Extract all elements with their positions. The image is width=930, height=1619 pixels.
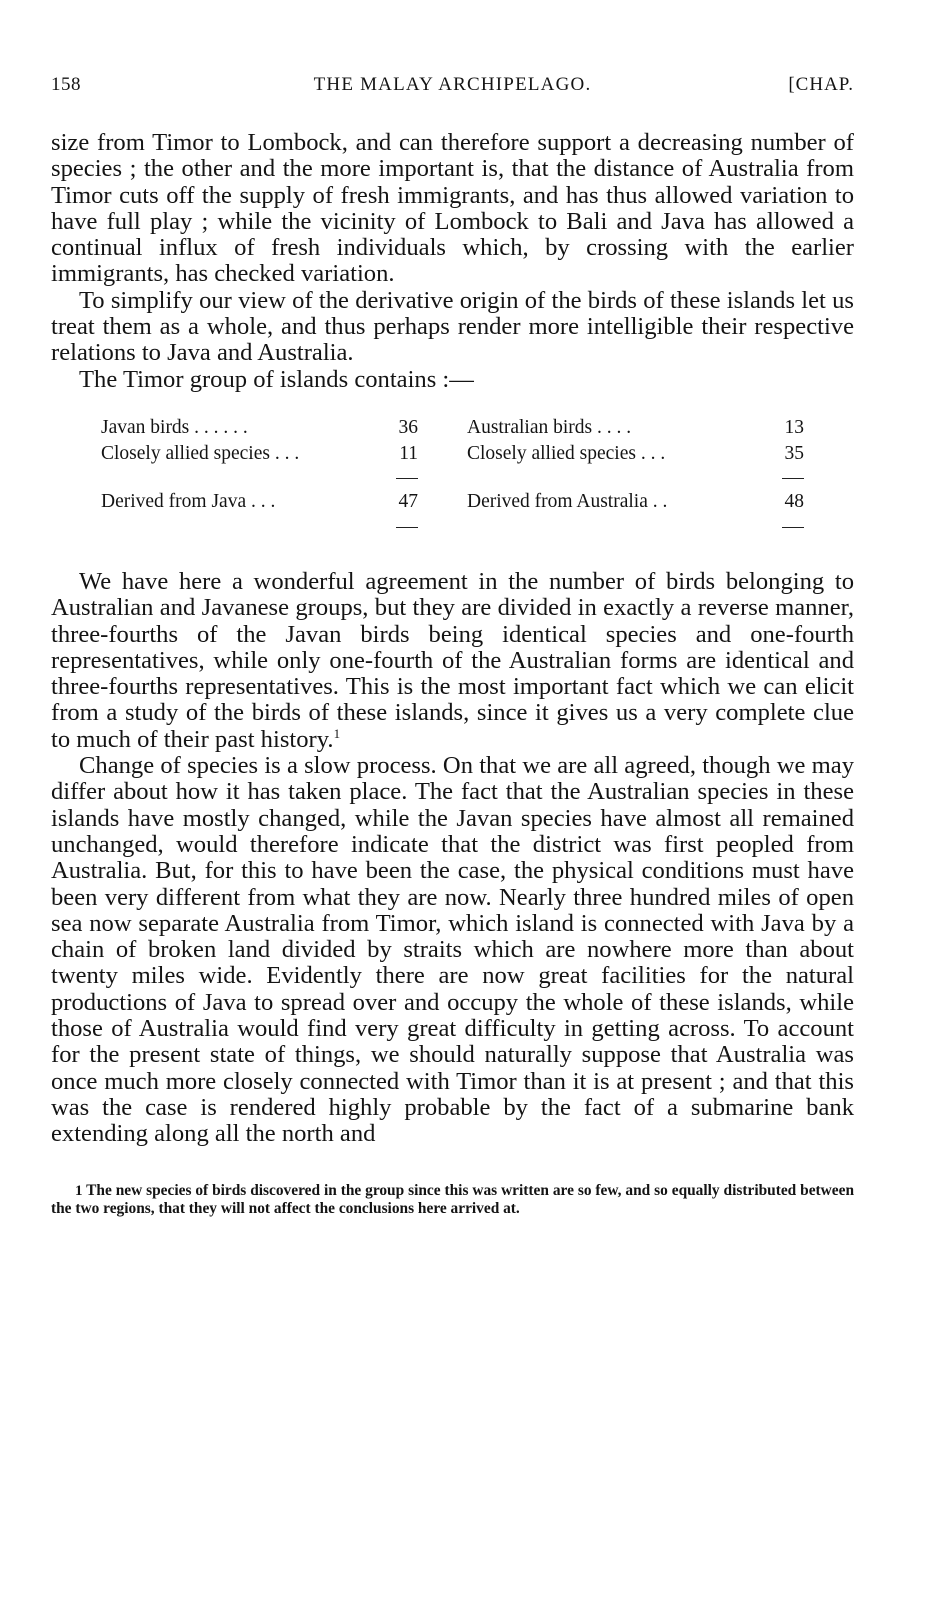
tally-row <box>101 441 418 467</box>
chapter-marker: [CHAP. <box>788 74 854 95</box>
body-text <box>51 130 854 1148</box>
tally-total-value: 48 <box>784 490 804 512</box>
total-rule <box>396 527 418 528</box>
tally-total-row <box>101 489 418 515</box>
page-number: 158 <box>51 74 81 95</box>
species-tally-table <box>51 415 854 543</box>
paragraph-continuation: size from Timor to Lombock, and can therefore support a decreasing number of species ; the other and the more important is, that the distance of Australia from Timor cuts off the supply of fresh immigrants, and has thus allowed variation to have full play ; while the vicinity of Lombock to Bali and Java has allowed a continual influx of fresh individuals which, by crossing with the earlier immigrants, has checked variation. <box>51 129 854 288</box>
sum-rule <box>396 478 418 479</box>
running-head <box>51 74 854 108</box>
tally-row <box>101 415 418 441</box>
book-page <box>51 74 854 1218</box>
paragraph <box>51 569 854 753</box>
tally-total-label: Derived from Java . . . <box>101 490 276 512</box>
tally-row <box>467 415 804 441</box>
tally-row <box>467 441 804 467</box>
tally-total-row <box>467 489 804 515</box>
tally-total-label: Derived from Australia . . <box>467 490 668 512</box>
tally-value: 35 <box>784 442 804 464</box>
footnote-mark: 1 <box>75 1182 83 1199</box>
running-title: THE MALAY ARCHIPELAGO. <box>313 74 592 95</box>
footnote-reference: 1 <box>333 725 341 741</box>
tally-label: Closely allied species . . . <box>101 442 300 464</box>
tally-label: Closely allied species . . . <box>467 442 666 464</box>
total-rule <box>782 527 804 528</box>
paragraph: Change of species is a slow process. On that we are all agreed, though we may differ about how it has taken place. The fact that the Australian species in these islands have mostly changed, while the Javan species have almost all remained unchanged, would therefore indicate that the district was first peopled from Australia. But, for this to have been the case, the physical conditions must have been very different from what they are now. Nearly three hundred miles of open sea now separate Australia from Timor, which island is connected with Java by a chain of broken land divided by straits which are nowhere more than about twenty miles wide. Evidently there are now great facilities for the natural productions of Java to spread over and occupy the whole of these islands, while those of Australia would find very great difficulty in getting across. To account for the present state of things, we should naturally suppose that Australia was once much more closely connected with Timor than it is at present ; and that this was the case is rendered highly probable by the fact of a submarine bank extending along all the north and <box>51 752 854 1148</box>
sum-rule <box>782 478 804 479</box>
footnote-paragraph <box>51 1182 854 1218</box>
tally-label: Javan birds . . . . . . <box>101 416 248 438</box>
tally-total-value: 47 <box>398 490 418 512</box>
footnote-text: The new species of birds discovered in the group since this was written are so few, and so equally distributed between the two regions, that they will not affect the conclusions here arrived at. <box>51 1181 854 1217</box>
tally-label: Australian birds . . . . <box>467 416 632 438</box>
paragraph: To simplify our view of the derivative origin of the birds of these islands let us treat them as a whole, and thus perhaps render more intelligible their respective relations to Java and Australia. <box>51 286 854 367</box>
tally-value: 13 <box>784 416 804 438</box>
paragraph-table-intro: The Timor group of islands contains :— <box>79 365 474 393</box>
footnote <box>51 1182 854 1218</box>
tally-value: 11 <box>399 442 418 464</box>
tally-value: 36 <box>398 416 418 438</box>
paragraph-text: We have here a wonderful agreement in the number of birds belonging to Australian and Javanese groups, but they are divided in exactly a reverse manner, three-fourths of the Javan birds being identical species and one-fourth representatives, while only one-fourth of the Australian forms are identical and three-fourths representatives. This is the most important fact which we can elicit from a study of the birds of these islands, since it gives us a very complete clue to much of their past history. <box>51 567 854 753</box>
